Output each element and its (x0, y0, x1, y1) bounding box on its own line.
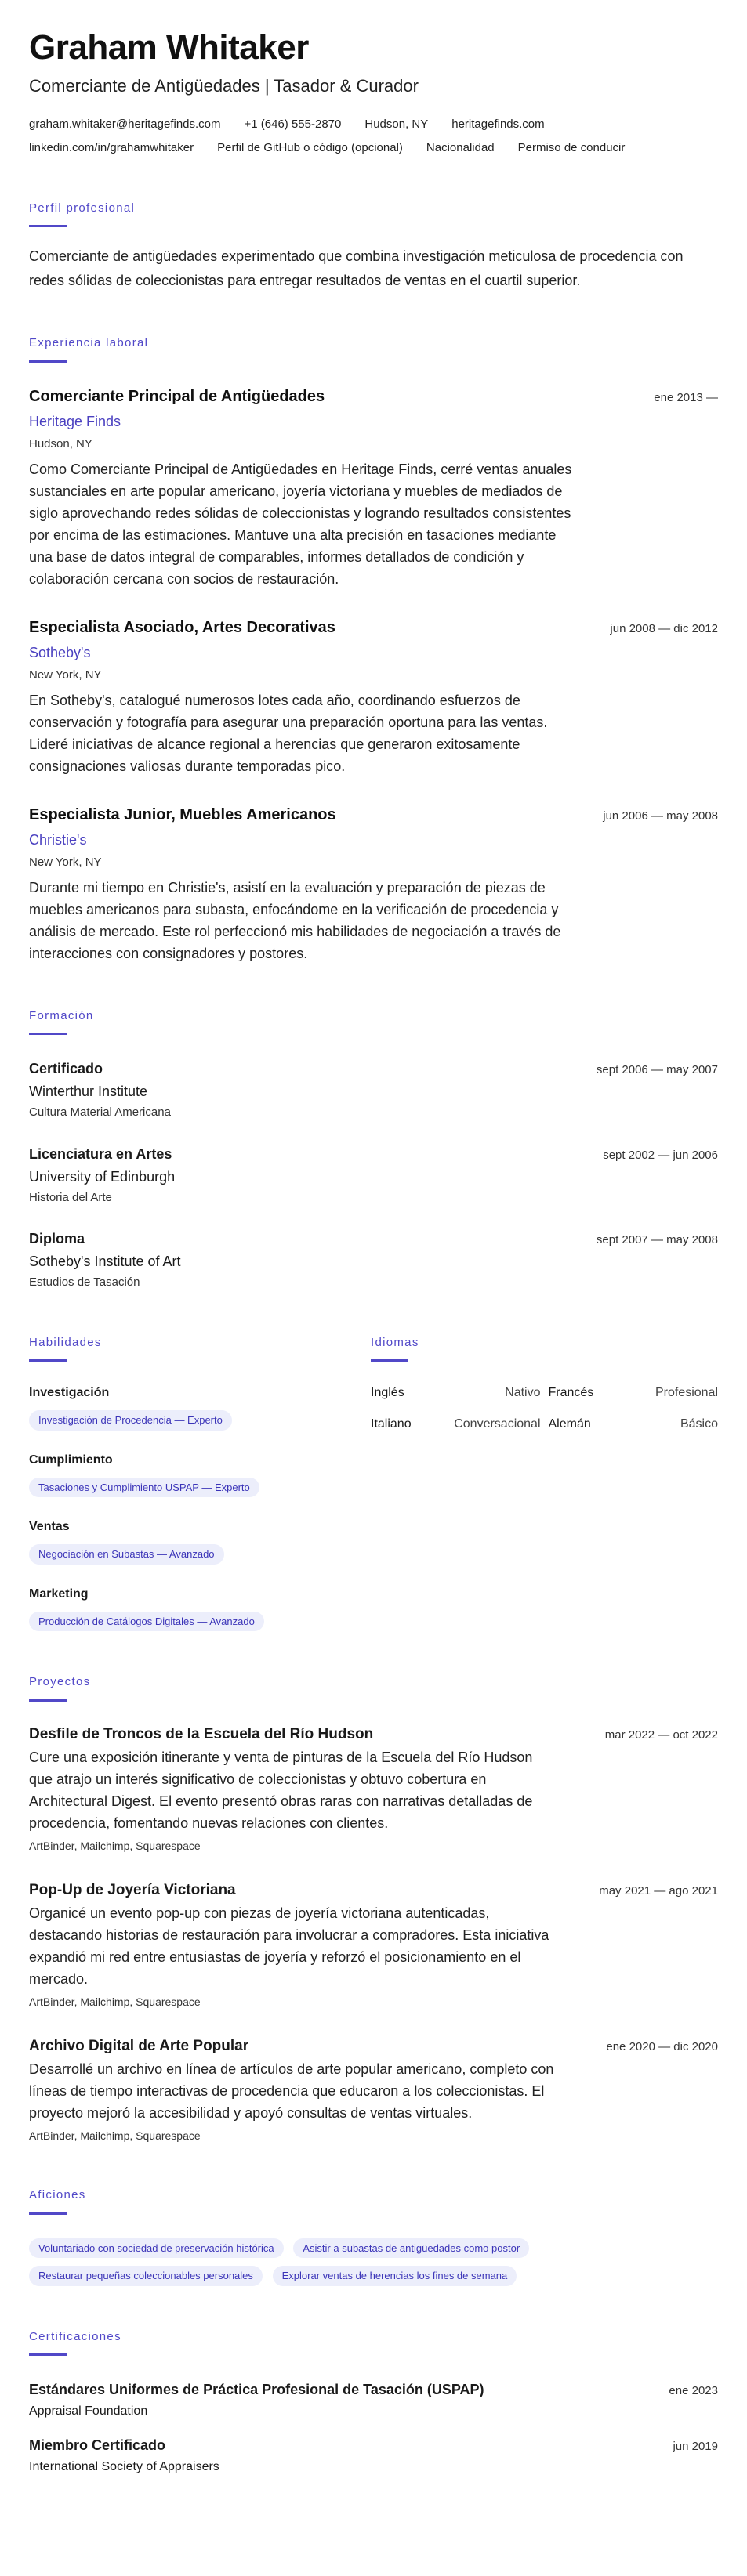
job-date: jun 2008 — dic 2012 (610, 621, 718, 635)
skills-section (29, 1334, 371, 1632)
hobbies-section (29, 2187, 718, 2286)
certification-date: jun 2019 (673, 2440, 718, 2454)
job-title: Comerciante Principal de Antigüedades (29, 387, 325, 405)
job-location: Hudson, NY (29, 436, 92, 450)
project-date: ene 2020 — dic 2020 (606, 2039, 718, 2053)
language-level: Conversacional (454, 1417, 541, 1431)
certification-entry (29, 2379, 718, 2421)
hobby-chip: Asistir a subastas de antigüedades como postor (293, 2238, 529, 2259)
contact-linkedin[interactable]: linkedin.com/in/grahamwhitaker (29, 141, 194, 155)
section-divider (29, 1699, 67, 1702)
project-description: Organicé un evento pop-up con piezas de joyería victoriana autenticadas, destacando historias de restauración para involucrar a compradores. Esta iniciativa expandió mi red entre entusiastas de joyería y reforzó el posicionamiento en el mercado. (29, 1905, 549, 1987)
project-title: Desfile de Troncos de la Escuela del Río Hudson (29, 1725, 374, 1742)
field-of-study: Historia del Arte (29, 1190, 112, 1204)
language-list (371, 1384, 718, 1434)
skill-chip: Producción de Catálogos Digitales — Avanzado (29, 1612, 264, 1632)
candidate-name: Graham Whitaker (29, 28, 309, 67)
hobby-chip: Voluntariado con sociedad de preservación histórica (29, 2238, 284, 2259)
section-title: Idiomas (371, 1335, 419, 1349)
job-title: Especialista Junior, Muebles Americanos (29, 805, 336, 823)
language-item (371, 1415, 541, 1434)
language-name: Inglés (371, 1386, 404, 1400)
project-date: may 2021 — ago 2021 (599, 1883, 718, 1898)
company-name: Sotheby's (29, 644, 91, 660)
education-date: sept 2006 — may 2007 (596, 1063, 718, 1077)
project-tools: ArtBinder, Mailchimp, Squarespace (29, 1839, 201, 1852)
skill-group (29, 1451, 371, 1498)
project-tools: ArtBinder, Mailchimp, Squarespace (29, 1995, 201, 2008)
education-date: sept 2007 — may 2008 (596, 1233, 718, 1247)
certification-entry (29, 2435, 718, 2477)
profile-section (29, 200, 718, 293)
contact-phone[interactable]: +1 (646) 555-2870 (244, 117, 342, 131)
projects-section (29, 1673, 718, 2144)
language-name: Francés (548, 1386, 594, 1400)
degree-title: Licenciatura en Artes (29, 1145, 172, 1162)
job-description: Como Comerciante Principal de Antigüedades en Heritage Finds, cerré ventas anuales sustanciales en arte popular americano, joyería victoriana y muebles de mediados de siglo aprovechando redes sólidas de coleccionistas y logrando resultados consistentes por encima de las estimaciones. Mantuve una alta precisión en tasaciones mediante una base de datos integral de comparables, informes detallados de condición y colaboración cercana con socios de restauración. (29, 461, 572, 587)
project-tools: ArtBinder, Mailchimp, Squarespace (29, 2129, 201, 2143)
education-entry (29, 1144, 718, 1207)
language-level: Básico (680, 1417, 718, 1431)
language-item (549, 1415, 719, 1434)
section-divider (29, 225, 67, 227)
contact-email[interactable]: graham.whitaker@heritagefinds.com (29, 117, 221, 131)
project-description: Desarrollé un archivo en línea de artículos de arte popular americano, completo con líneas de tiempo interactivas de procedencia que educaron a los coleccionistas. El proyecto mejoró la accesibilidad y apoyó consultas de ventas virtuales. (29, 2061, 554, 2122)
section-title: Proyectos (29, 1675, 91, 1689)
field-of-study: Cultura Material Americana (29, 1105, 171, 1120)
certification-title: Miembro Certificado (29, 2437, 166, 2454)
project-entry (29, 1880, 718, 2010)
education-entry (29, 1058, 718, 1122)
contact-website[interactable]: heritagefinds.com (451, 117, 545, 131)
project-entry (29, 2035, 718, 2144)
certifications-section (29, 2328, 718, 2477)
contact-list (29, 116, 718, 157)
job-date: ene 2013 — (654, 390, 718, 404)
section-title: Certificaciones (29, 2329, 121, 2343)
certification-org: International Society of Appraisers (29, 2460, 219, 2474)
skill-group (29, 1384, 371, 1431)
job-description: Durante mi tiempo en Christie's, asistí en la evaluación y preparación de piezas de muebles americanos para subasta, enfocándome en la verificación de procedencia y análisis de mercado. Este rol perfeccionó mis habilidades de negociación a través de interacciones con consignadores y postores. (29, 880, 561, 961)
institution-name: Sotheby's Institute of Art (29, 1254, 181, 1270)
skills-languages-row (29, 1334, 718, 1632)
institution-name: University of Edinburgh (29, 1168, 176, 1185)
company-name: Heritage Finds (29, 413, 121, 429)
contact-nationality: Nacionalidad (426, 141, 495, 155)
section-title: Formación (29, 1008, 94, 1022)
hobby-chip: Restaurar pequeñas coleccionables personales (29, 2266, 263, 2286)
project-entry (29, 1724, 718, 1854)
experience-entry (29, 385, 718, 591)
experience-entry (29, 803, 718, 965)
language-level: Profesional (655, 1386, 718, 1400)
contact-github[interactable]: Perfil de GitHub o código (opcional) (217, 141, 403, 155)
job-date: jun 2006 — may 2008 (603, 809, 718, 823)
resume-header (29, 28, 718, 157)
language-item (371, 1384, 541, 1402)
skill-chip: Investigación de Procedencia — Experto (29, 1410, 232, 1431)
skill-group (29, 1585, 371, 1632)
job-description: En Sotheby's, catalogué numerosos lotes cada año, coordinando esfuerzos de conservación y fotografía para asegurar una preparación oportuna para las ventas. Lideré iniciativas de alcance regional a herencias que generaron exitosamente consignaciones valiosas durante temporadas pico. (29, 693, 548, 774)
project-title: Archivo Digital de Arte Popular (29, 2037, 249, 2054)
skill-group (29, 1518, 371, 1565)
job-location: New York, NY (29, 855, 102, 869)
project-description: Cure una exposición itinerante y venta de pinturas de la Escuela del Río Hudson que atrajo un interés significativo de coleccionistas y obtuvo cobertura en Architectural Digest. El evento presentó obras raras con narrativas detalladas de procedencia, fomentando nuevas relaciones con clientes. (29, 1749, 533, 1831)
section-divider (29, 1033, 67, 1035)
project-date: mar 2022 — oct 2022 (604, 1728, 718, 1742)
education-entry (29, 1228, 718, 1292)
skill-category: Cumplimiento (29, 1453, 113, 1467)
section-title: Perfil profesional (29, 201, 136, 215)
contact-driving-license: Permiso de conducir (517, 141, 626, 155)
experience-entry (29, 616, 718, 778)
language-name: Italiano (371, 1417, 412, 1431)
skill-chip: Negociación en Subastas — Avanzado (29, 1544, 224, 1565)
company-name: Christie's (29, 831, 87, 848)
skill-category: Investigación (29, 1386, 110, 1400)
hobby-list (29, 2230, 656, 2286)
skill-category: Marketing (29, 1586, 89, 1601)
candidate-subtitle: Comerciante de Antigüedades | Tasador & Curador (29, 75, 419, 96)
section-divider (29, 2353, 67, 2356)
degree-title: Certificado (29, 1061, 103, 1077)
section-title: Habilidades (29, 1335, 102, 1349)
section-title: Experiencia laboral (29, 336, 149, 350)
language-item (549, 1384, 719, 1402)
certification-date: ene 2023 (669, 2384, 718, 2398)
skill-category: Ventas (29, 1520, 70, 1534)
certification-title: Estándares Uniformes de Práctica Profesional de Tasación (USPAP) (29, 2382, 484, 2398)
hobby-chip: Explorar ventas de herencias los fines de semana (273, 2266, 517, 2286)
institution-name: Winterthur Institute (29, 1084, 148, 1100)
job-title: Especialista Asociado, Artes Decorativas (29, 618, 335, 636)
project-title: Pop-Up de Joyería Victoriana (29, 1881, 236, 1898)
experience-section (29, 335, 718, 964)
profile-summary: Comerciante de antigüedades experimentado que combina investigación meticulosa de procedencia con redes sólidas de coleccionistas para entregar resultados de ventas en el cuartil superior. (29, 248, 684, 288)
section-divider (29, 1359, 67, 1362)
education-date: sept 2002 — jun 2006 (603, 1148, 718, 1162)
language-level: Nativo (505, 1386, 541, 1400)
section-title: Aficiones (29, 2188, 86, 2202)
job-location: New York, NY (29, 668, 102, 682)
section-divider (371, 1359, 408, 1362)
skill-chip: Tasaciones y Cumplimiento USPAP — Experto (29, 1478, 259, 1498)
section-divider (29, 360, 67, 363)
contact-location: Hudson, NY (364, 117, 429, 131)
degree-title: Diploma (29, 1231, 85, 1247)
section-divider (29, 2212, 67, 2215)
education-section (29, 1008, 718, 1292)
language-name: Alemán (548, 1417, 591, 1431)
field-of-study: Estudios de Tasación (29, 1275, 140, 1290)
languages-section (371, 1334, 718, 1632)
certification-org: Appraisal Foundation (29, 2404, 148, 2419)
